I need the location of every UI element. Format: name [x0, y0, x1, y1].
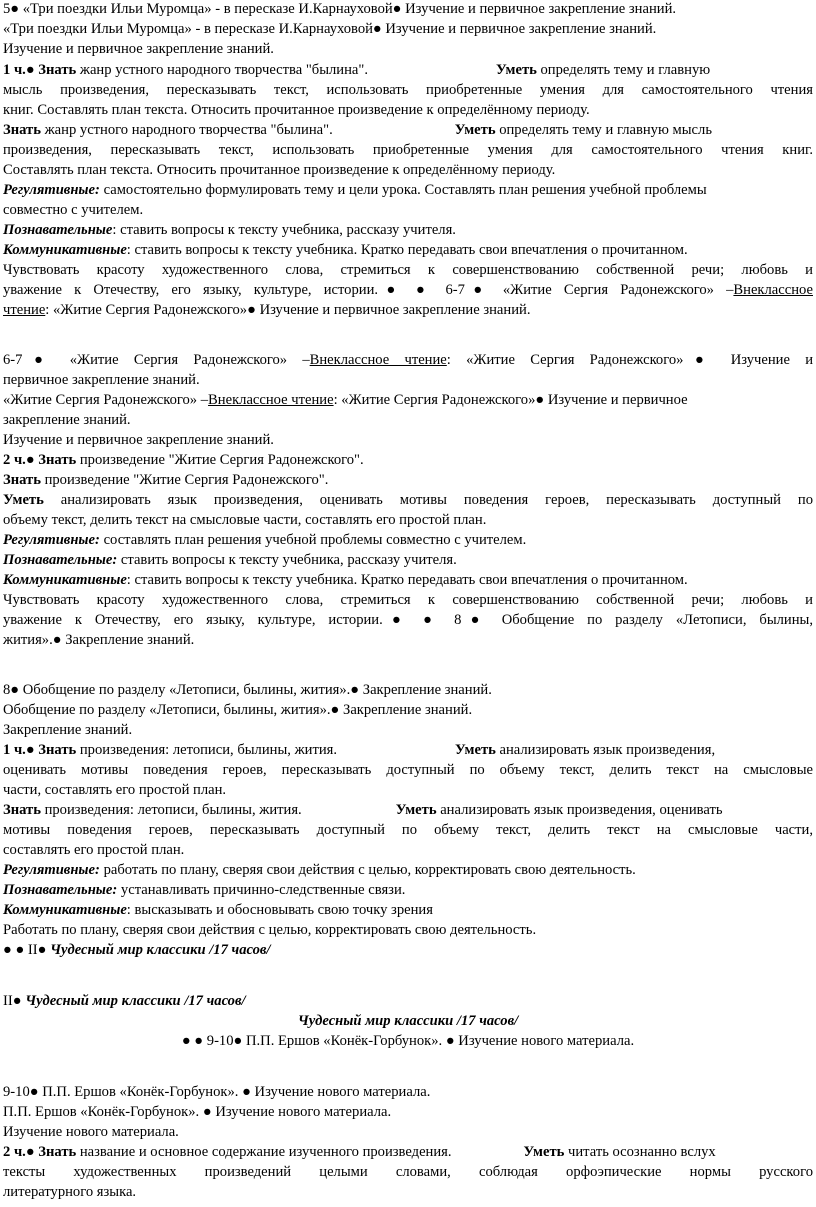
can-text: анализировать язык произведения, оценивать	[440, 802, 723, 818]
extracurricular-link: Внеклассное чтение	[309, 352, 447, 368]
know-label: Знать	[38, 1144, 77, 1160]
can-text: анализировать язык произведения, оценивать мотивы поведения героев, пересказывать доступный по	[60, 492, 813, 508]
section-prefix: ● ● II●	[3, 942, 47, 958]
lesson-5-repeat-line: Изучение и первичное закрепление знаний.	[3, 41, 274, 57]
know-text: произведение "Житие Сергия Радонежского".	[44, 472, 329, 488]
regulatory-line: совместно с учителем.	[3, 202, 144, 218]
can-text-line: объему текст, делить текст на смысловые части, составлять его простой план.	[3, 512, 487, 528]
lesson-6-7-know	[3, 451, 813, 469]
can-text-line: произведения, пересказывать текст, использовать приобретенные умения для самостоятельного чтения книг.	[3, 142, 813, 158]
can-text-line: Составлять план текста. Относить прочитанное произведение к определённому периоду.	[3, 162, 556, 178]
section-prefix: II●	[3, 993, 22, 1009]
personal-text: : «Житие Сергия Радонежского»● Изучение и первичное закрепление знаний.	[45, 302, 531, 318]
can-text-line: литературного языка.	[3, 1184, 137, 1200]
can-label: Уметь	[454, 122, 496, 138]
know-text: название и основное содержание изученного произведения.	[79, 1144, 452, 1160]
lesson-9-10-know-can	[3, 1143, 813, 1161]
repeat-text: : «Житие Сергия Радонежского»● Изучение и первичное	[333, 392, 688, 408]
lesson-9-10-repeat: Изучение нового материала.	[3, 1124, 179, 1140]
section-heading	[3, 941, 813, 959]
communicative-text: : ставить вопросы к тексту учебника. Кратко передавать свои впечатления о прочитанном.	[126, 572, 688, 588]
personal-line	[3, 281, 813, 299]
communicative-text: : ставить вопросы к тексту учебника. Кратко передавать свои впечатления о прочитанном.	[126, 242, 688, 258]
lesson-6-7-repeat: Изучение и первичное закрепление знаний.	[3, 432, 274, 448]
lesson-8-repeat: Закрепление знаний.	[3, 722, 133, 738]
regulatory-line	[3, 181, 813, 199]
can-text: читать осознанно вслух	[568, 1144, 716, 1160]
regulatory-text: самостоятельно формулировать тему и цели урока. Составлять план решения учебной проблемы	[103, 182, 707, 198]
lesson-6-7-title	[3, 351, 813, 369]
regulatory-text: составлять план решения учебной проблемы совместно с учителем.	[103, 532, 527, 548]
lesson-6-7-know	[3, 471, 813, 489]
know-text: произведения: летописи, былины, жития.	[44, 802, 302, 818]
section-title: Чудесный мир классики /17 часов/	[25, 993, 246, 1009]
lesson-6-7-can	[3, 491, 813, 509]
know-label: Знать	[3, 122, 41, 138]
personal-line	[3, 301, 813, 319]
can-text: анализировать язык произведения,	[499, 742, 716, 758]
regulatory-line	[3, 531, 813, 549]
can-label: Уметь	[455, 742, 496, 758]
personal-line: жития».● Закрепление знаний.	[3, 632, 195, 648]
can-text-line: оценивать мотивы поведения героев, пересказывать доступный по объему текст, делить текст на смысловые	[3, 762, 813, 778]
know-label: Знать	[38, 452, 77, 468]
cognitive-label: Познавательные:	[3, 882, 118, 898]
personal-line: уважение к Отечеству, его языку, культуре, истории.● ● 8● Обобщение по разделу «Летописи, былины,	[3, 612, 813, 628]
title-text: : «Житие Сергия Радонежского»● Изучение и	[446, 352, 814, 368]
can-text: определять тему и главную мысль	[499, 122, 712, 138]
hours-label: 1 ч.●	[3, 742, 35, 758]
lesson-8-title: 8● Обобщение по разделу «Летописи, былины, жития».● Закрепление знаний.	[3, 682, 492, 698]
communicative-label: Коммуникативные	[3, 242, 127, 258]
extracurricular-link: Внеклассное чтение	[208, 392, 334, 408]
lesson-6-7-repeat	[3, 391, 813, 409]
section-title: Чудесный мир классики /17 часов/	[50, 942, 271, 958]
hours-label: 2 ч.●	[3, 452, 35, 468]
know-label: Знать	[38, 62, 77, 78]
lesson-8-know-can	[3, 741, 813, 759]
know-text: жанр устного народного творчества "былина".	[44, 122, 333, 138]
cognitive-text: ставить вопросы к тексту учебника, рассказу учителя.	[120, 552, 457, 568]
know-label: Знать	[3, 472, 41, 488]
cognitive-line	[3, 881, 813, 899]
personal-line: Работать по плану, сверяя свои действия с целью, корректировать свою деятельность.	[3, 922, 537, 938]
cognitive-text: : ставить вопросы к тексту учебника, рассказу учителя.	[112, 222, 456, 238]
lesson-6-7-repeat: закрепление знаний.	[3, 412, 131, 428]
lesson-8-repeat: Обобщение по разделу «Летописи, былины, жития».● Закрепление знаний.	[3, 702, 473, 718]
can-text-line: части, составлять его простой план.	[3, 782, 227, 798]
personal-line: Чувствовать красоту художественного слова, стремиться к совершенствованию собственной речи; любовь и	[3, 262, 813, 278]
cognitive-line	[3, 221, 813, 239]
personal-line: Чувствовать красоту художественного слова, стремиться к совершенствованию собственной речи; любовь и	[3, 592, 813, 608]
can-text-line: книг. Составлять план текста. Относить прочитанное произведение к определённому периоду.	[3, 102, 590, 118]
repeat-text: «Житие Сергия Радонежского» –	[3, 392, 209, 408]
communicative-line	[3, 571, 813, 589]
section-title-centered: Чудесный мир классики /17 часов/	[297, 1013, 519, 1029]
hours-label: 1 ч.●	[3, 62, 35, 78]
lesson-9-10-heading-centered: ● ● 9-10● П.П. Ершов «Конёк-Горбунок». ● Изучение нового материала.	[181, 1033, 635, 1049]
section-heading	[3, 992, 813, 1010]
hours-label: 2 ч.●	[3, 1144, 35, 1160]
know-text: жанр устного народного творчества "былина".	[79, 62, 369, 78]
lesson-5-repeat-line: «Три поездки Ильи Муромца» - в пересказе И.Карнауховой● Изучение и первичное закрепление знаний.	[3, 21, 657, 37]
regulatory-label: Регулятивные:	[3, 182, 100, 198]
cognitive-text: устанавливать причинно-следственные связи.	[120, 882, 406, 898]
communicative-line	[3, 901, 813, 919]
can-label: Уметь	[395, 802, 437, 818]
communicative-label: Коммуникативные	[3, 902, 127, 918]
know-text: произведения: летописи, былины, жития.	[79, 742, 338, 758]
can-label: Уметь	[496, 62, 537, 78]
lesson-9-10-repeat: П.П. Ершов «Конёк-Горбунок». ● Изучение нового материала.	[3, 1104, 392, 1120]
lesson-6-7-title: первичное закрепление знаний.	[3, 372, 200, 388]
lesson-9-10-title: 9-10● П.П. Ершов «Конёк-Горбунок». ● Изучение нового материала.	[3, 1084, 431, 1100]
personal-text: уважение к Отечеству, его языку, культуре, истории.● ● 6-7● «Житие Сергия Радонежского» –	[3, 282, 734, 298]
cognitive-line	[3, 551, 813, 569]
lesson-5-title: 5● «Три поездки Ильи Муромца» - в пересказе И.Карнауховой● Изучение и первичное закрепление знаний.	[3, 1, 677, 17]
cognitive-label: Познавательные:	[3, 552, 118, 568]
can-text: определять тему и главную	[540, 62, 711, 78]
cognitive-label: Познавательные	[3, 222, 113, 238]
know-label: Знать	[38, 742, 77, 758]
can-text-line: составлять его простой план.	[3, 842, 185, 858]
regulatory-text: работать по плану, сверяя свои действия с целью, корректировать свою деятельность.	[103, 862, 636, 878]
know-can-repeat	[3, 801, 813, 819]
extracurricular-link: чтение	[3, 302, 46, 318]
can-label: Уметь	[3, 492, 44, 508]
can-label: Уметь	[523, 1144, 565, 1160]
can-text-line: мотивы поведения героев, пересказывать доступный по объему текст, делить текст на смысловые части,	[3, 822, 813, 838]
can-text-line: мысль произведения, пересказывать текст, использовать приобретенные умения для самостоятельного чтения	[3, 82, 813, 98]
lesson-5-know-can	[3, 61, 813, 79]
regulatory-label: Регулятивные:	[3, 862, 100, 878]
communicative-text: : высказывать и обосновывать свою точку зрения	[126, 902, 433, 918]
know-label: Знать	[3, 802, 41, 818]
know-text: произведение "Житие Сергия Радонежского".	[79, 452, 364, 468]
title-text: 6-7● «Житие Сергия Радонежского» –	[3, 352, 310, 368]
regulatory-label: Регулятивные:	[3, 532, 100, 548]
know-can-repeat	[3, 121, 813, 139]
communicative-label: Коммуникативные	[3, 572, 127, 588]
extracurricular-link: Внеклассное	[733, 282, 813, 298]
can-text-line: тексты художественных произведений целыми словами, соблюдая орфоэпические нормы русского	[3, 1164, 813, 1180]
communicative-line	[3, 241, 813, 259]
regulatory-line	[3, 861, 813, 879]
